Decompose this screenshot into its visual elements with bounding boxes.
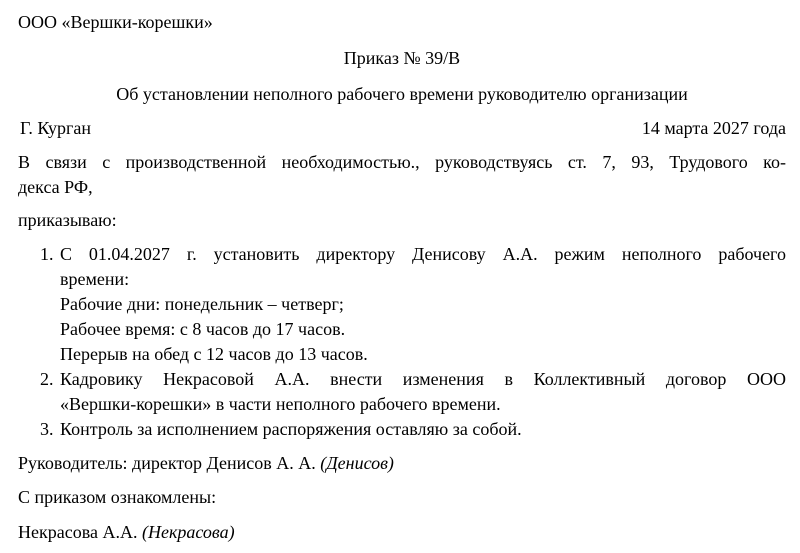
order-items [18,242,786,442]
list-item [18,242,786,367]
order-document [18,10,786,545]
employee-signature: (Некрасова) [141,522,235,542]
order-word: приказываю: [18,210,117,230]
head-signature: (Денисов) [320,453,394,473]
list-item [18,367,786,417]
item-line: Рабочие дни: понедельник – четверг; [60,294,344,314]
item-line: С 01.04.2027 г. установить директору Денисову А.А. режим неполного рабочего [60,244,786,264]
head-label: Руководитель: директор Денисов А. А. [18,453,316,473]
organization-name: ООО «Вершки-корешки» [18,12,213,32]
head-signature-line [18,451,786,476]
item-text [60,417,786,442]
item-line: времени: [60,269,130,289]
order-date: 14 марта 2027 года [641,118,786,138]
preamble [18,150,786,200]
preamble-line-1: В связи с производственной необходимостью., руководствуясь ст. 7, 93, Трудового ко- [18,152,786,172]
item-text [60,242,786,367]
item-line: «Вершки-корешки» в части неполного рабочего времени. [60,394,501,414]
item-number: 1. [40,244,54,264]
place: Г. Курган [20,118,92,138]
order-subject: Об установлении неполного рабочего времени руководителю организации [116,84,688,104]
item-line: Кадровику Некрасовой А.А. внести изменения в Коллективный договор ООО [60,369,786,389]
item-line: Контроль за исполнением распоряжения оставляю за собой. [60,419,522,439]
employee-name: Некрасова А.А. [18,522,138,542]
order-title: Приказ № 39/В [343,48,461,68]
item-line: Перерыв на обед с 12 часов до 13 часов. [60,344,368,364]
list-item [18,417,786,442]
preamble-line-2: декса РФ, [18,177,93,197]
employee-signature-line [18,520,786,545]
item-number: 2. [40,369,54,389]
item-text [60,367,786,417]
item-line: Рабочее время: с 8 часов до 17 часов. [60,319,346,339]
item-number: 3. [40,419,54,439]
acquainted-label: С приказом ознакомлены: [18,487,217,507]
place-date-row [18,116,786,141]
